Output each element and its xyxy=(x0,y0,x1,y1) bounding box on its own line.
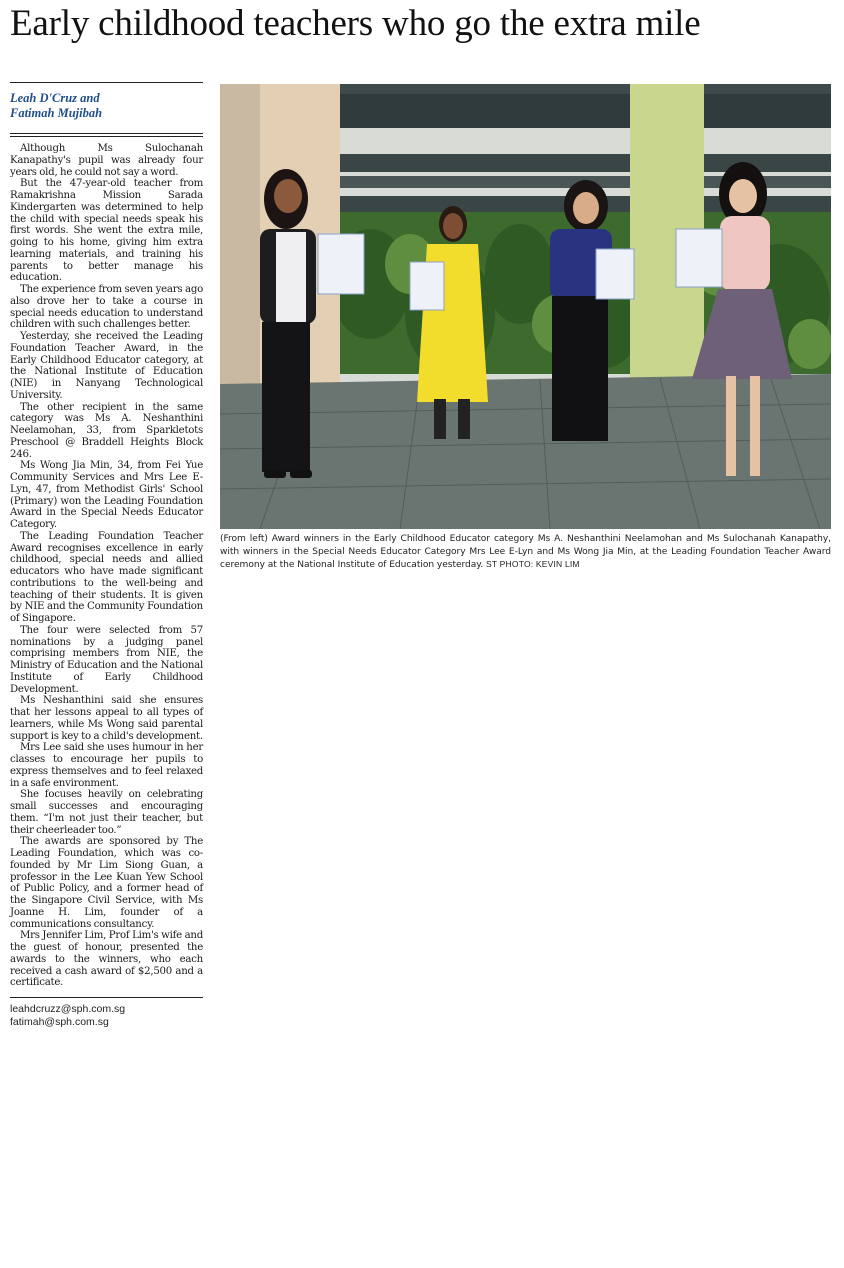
paragraph: The awards are sponsored by The Leading Foundation, which was co-founded by Mr Lim Siong Guan, a professor in the Lee Kuan Yew School of Public Policy, and a former head of the Singapore Civil Service, with Ms Joanne H. Lim, founder of a communications consultancy. xyxy=(10,836,203,930)
article-column xyxy=(10,82,203,1029)
paragraph: Yesterday, she received the Leading Foundation Teacher Award, in the Early Childhood Educator category, at the National Institute of Education (NIE) in Nanyang Technological University. xyxy=(10,331,203,401)
byline-line-2: Fatimah Mujibah xyxy=(10,106,103,120)
paragraph: The experience from seven years ago also drove her to take a course in special needs education to understand children with such challenges better. xyxy=(10,284,203,331)
byline-double-rule xyxy=(10,133,203,137)
paragraph: The four were selected from 57 nominations by a judging panel comprising members from NIE, the Ministry of Education and the National Institute of Early Childhood Development. xyxy=(10,624,203,695)
byline xyxy=(10,83,203,133)
paragraph: But the 47-year-old teacher from Ramakrishna Mission Sarada Kindergarten was determined to help the child with special needs speak his first words. She went the extra mile, going to his home, giving him extra learning materials, and training his parents to better manage his education. xyxy=(10,178,203,284)
paragraph: The Leading Foundation Teacher Award recognises excellence in early childhood, special needs and allied educators who have made significant contributions to the well-being and teaching of their students. It is given by NIE and the Community Foundation of Singapore. xyxy=(10,530,203,624)
article-photo xyxy=(220,84,831,529)
paragraph: Ms Wong Jia Min, 34, from Fei Yue Community Services and Mrs Lee E-Lyn, 47, from Methodist Girls' School (Primary) won the Leading Foundation Award in the Special Needs Educator Category. xyxy=(10,460,203,530)
email-link[interactable]: leahdcruzz@sph.com.sg xyxy=(10,1003,126,1015)
author-emails xyxy=(10,998,203,1029)
paragraph: The other recipient in the same category was Ms A. Neshanthini Neelamohan, 33, from Sparkletots Preschool @ Braddell Heights Block 246. xyxy=(10,401,203,460)
paragraph: Although Ms Sulochanah Kanapathy's pupil was already four years old, he could not say a word. xyxy=(10,143,203,178)
article-body xyxy=(10,143,203,989)
paragraph: Mrs Jennifer Lim, Prof Lim's wife and the guest of honour, presented the awards to the winners, who each received a cash award of $2,500 and a certificate. xyxy=(10,930,203,989)
byline-line-1: Leah D'Cruz and xyxy=(10,91,100,105)
paragraph: Mrs Lee said she uses humour in her classes to encourage her pupils to express themselves and to feel relaxed in a safe environment. xyxy=(10,742,203,789)
caption-text: (From left) Award winners in the Early Childhood Educator category Ms A. Neshanthini Neelamohan and Ms Sulochanah Kanapathy, with winners in the Special Needs Educator Category Mrs Lee E-Lyn and Ms Wong Jia Min, at the Leading Foundation Teacher Award ceremony at the National Institute of Education yesterday. xyxy=(220,534,831,570)
paragraph: Ms Neshanthini said she ensures that her lessons appeal to all types of learners, while Ms Wong said parental support is key to a child's development. xyxy=(10,695,203,742)
paragraph: She focuses heavily on celebrating small successes and encouraging them. “I'm not just their teacher, but their cheerleader too.” xyxy=(10,789,203,836)
email-link[interactable]: fatimah@sph.com.sg xyxy=(10,1016,109,1028)
photo-caption xyxy=(220,533,831,572)
headline: Early childhood teachers who go the extra mile xyxy=(10,3,701,44)
photo-credit: ST PHOTO: KEVIN LIM xyxy=(486,559,580,569)
